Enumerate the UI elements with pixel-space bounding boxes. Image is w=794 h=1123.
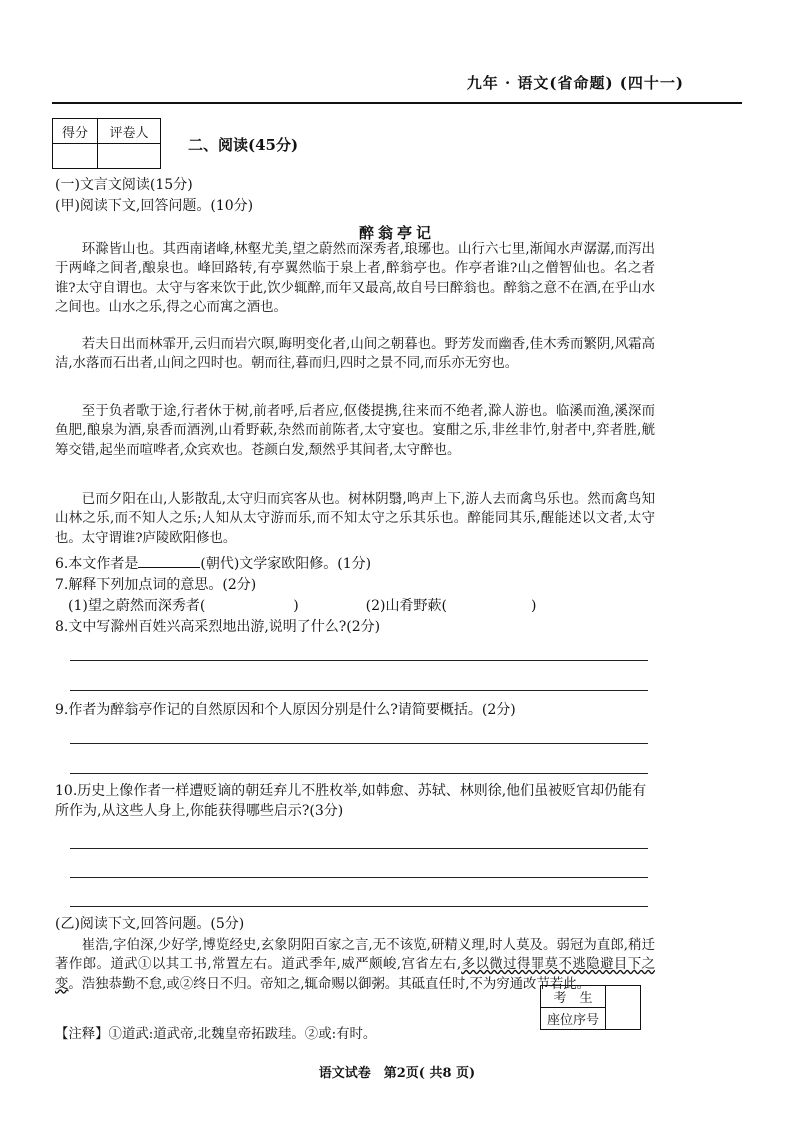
seat-number-box bbox=[540, 985, 641, 1030]
score-table bbox=[52, 118, 161, 169]
q6-answer-blank[interactable] bbox=[138, 553, 200, 568]
essay-paragraph-2: 若夫日出而林霏开,云归而岩穴暝,晦明变化者,山间之朝暮也。野芳发而幽香,佳木秀而繁阴,风霜高洁,水落而石出者,山间之四时也。朝而往,暮而归,四时之景不同,而乐亦无穷也。 bbox=[55, 337, 655, 372]
essay-paragraph-3: 至于负者歌于途,行者休于树,前者呼,后者应,伛偻提携,往来而不绝者,滁人游也。临溪而渔,溪深而鱼肥,酿泉为酒,泉香而酒洌,山肴野蔌,杂然而前陈者,太守宴也。宴酣之乐,非丝非竹,射者中,弈者胜,觥筹交错,起坐而喧哗者,众宾欢也。苍颜白发,颓然乎其间者,太守醉也。 bbox=[55, 404, 655, 458]
page-footer: 语文试卷 第2页( 共8 页) bbox=[318, 1066, 476, 1081]
question-10: 10.历史上像作者一样遭贬谪的朝廷弃儿不胜枚举,如韩愈、苏轼、林则徐,他们虽被贬官却仍能有所作为,从这些人身上,你能获得哪些启示?(3分) bbox=[55, 783, 647, 819]
question-7: 7.解释下列加点词的意思。(2分) bbox=[55, 577, 257, 593]
q7-close-2: ) bbox=[530, 598, 537, 614]
page-header: 九年 · 语文(省命题) (四十一) bbox=[466, 74, 684, 92]
q9-answer-line-2[interactable] bbox=[70, 773, 648, 774]
q10-answer-line-2[interactable] bbox=[70, 877, 648, 878]
score-label: 得分 bbox=[53, 119, 98, 144]
q8-answer-line-1[interactable] bbox=[70, 660, 648, 661]
annotation-note: 【注释】①道武:道武帝,北魏皇帝拓跋珪。②或:有时。 bbox=[55, 1027, 377, 1042]
q7-item-1: (1)望之蔚然而深秀者( bbox=[68, 598, 206, 614]
section-title: 二、阅读(45分) bbox=[188, 136, 299, 154]
grader-label: 评卷人 bbox=[98, 119, 161, 144]
seat-number-cell[interactable] bbox=[606, 986, 641, 1030]
question-7-items bbox=[68, 596, 628, 616]
yi-underlined-sentence: 多以微过得罪莫不逃隐避目下之变 bbox=[55, 957, 656, 992]
question-6 bbox=[55, 553, 371, 574]
grader-cell[interactable] bbox=[98, 144, 161, 169]
part1b-heading: (乙)阅读下文,回答问题。(5分) bbox=[55, 916, 245, 932]
essay-title: 醉翁亭记 bbox=[358, 224, 435, 242]
seat-label-line2: 座位序号 bbox=[541, 1008, 606, 1030]
q10-answer-line-1[interactable] bbox=[70, 848, 648, 849]
part1a-heading: (甲)阅读下文,回答问题。(10分) bbox=[55, 198, 254, 214]
yi-text-c: 。浩独恭勤不怠,或②终日不归。帝知之,辄命赐以御粥。其砥直任时,不为穷通改节若此。 bbox=[68, 976, 591, 992]
seat-label-line1: 考 生 bbox=[541, 986, 606, 1008]
q7-close-1: ) bbox=[293, 598, 299, 614]
essay-paragraph-1: 环滁皆山也。其西南诸峰,林壑尤美,望之蔚然而深秀者,琅琊也。山行六七里,渐闻水声潺潺,而泻出于两峰之间者,酿泉也。峰回路转,有亭翼然临于泉上者,醉翁亭也。作亭者谁?山之僧智仙也。名之者谁?太守自谓也。太守与客来饮于此,饮少辄醉,而年又最高,故自号曰醉翁也。醉翁之意不在酒,在乎山水之间也。山水之乐,得之心而寓之酒也。 bbox=[55, 242, 655, 316]
header-rule bbox=[52, 102, 742, 104]
q8-answer-line-2[interactable] bbox=[70, 690, 648, 691]
q6-text-b: (朝代)文学家欧阳修。(1分) bbox=[200, 556, 372, 572]
q10-answer-line-3[interactable] bbox=[70, 906, 648, 907]
question-9: 9.作者为醉翁亭作记的自然原因和个人原因分别是什么?请简要概括。(2分) bbox=[55, 702, 516, 718]
q6-text-a: 6.本文作者是 bbox=[55, 556, 139, 572]
yi-text-a: 崔浩,字伯深,少好学,博览经史,玄象阴阳百家之言,无不该览,研精义理,时人莫及。弱冠为直郎,稍迁著作郎。道武①以其工书,常置左右。道武季年,威严颇峻,宫省左右, bbox=[55, 938, 655, 973]
essay-paragraph-4: 已而夕阳在山,人影散乱,太守归而宾客从也。树林阴翳,鸣声上下,游人去而禽鸟乐也。然而禽鸟知山林之乐,而不知人之乐;人知从太守游而乐,而不知太守之乐其乐也。醉能同其乐,醒能述以文者,太守也。太守谓谁?庐陵欧阳修也。 bbox=[55, 492, 655, 546]
score-cell[interactable] bbox=[53, 144, 98, 169]
q7-item-2: (2)山肴野蔌( bbox=[365, 598, 447, 614]
q9-answer-line-1[interactable] bbox=[70, 743, 648, 744]
question-8: 8.文中写滁州百姓兴高采烈地出游,说明了什么?(2分) bbox=[55, 619, 381, 635]
part1-heading: (一)文言文阅读(15分) bbox=[55, 177, 193, 193]
